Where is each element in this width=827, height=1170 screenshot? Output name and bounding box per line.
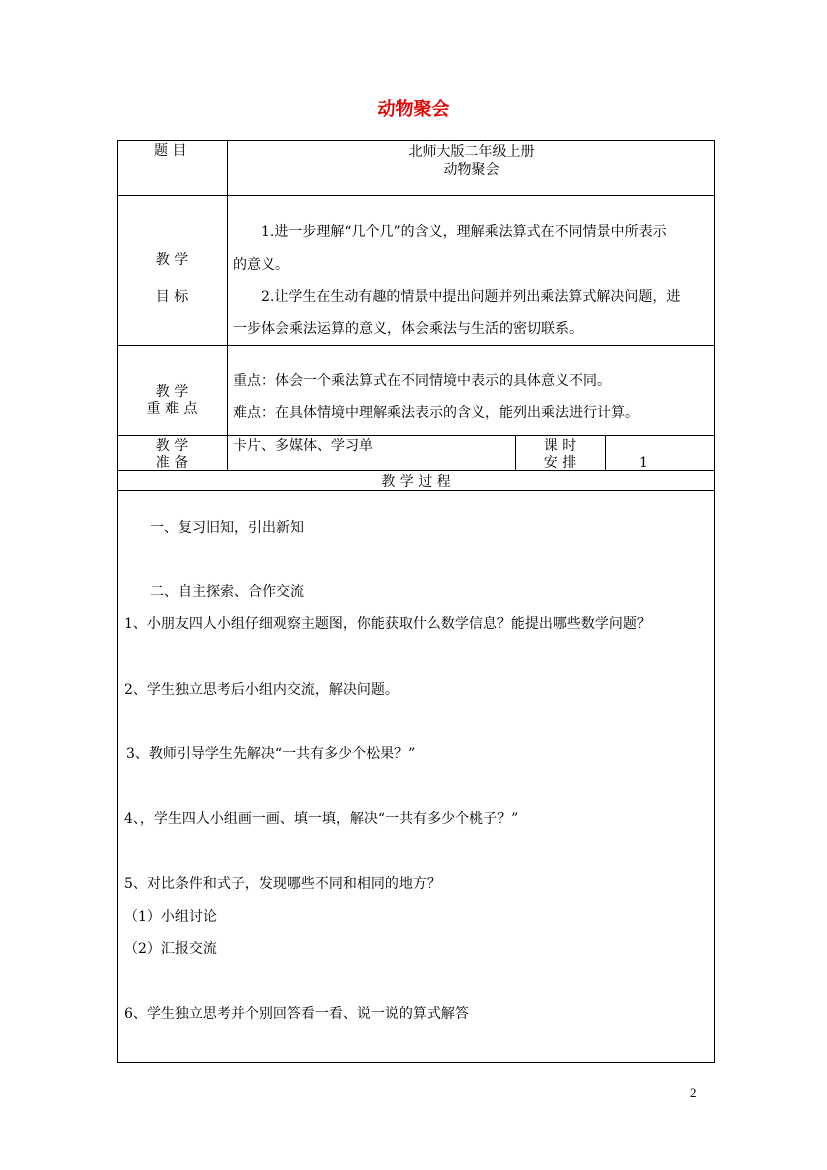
process-item: （2）汇报交流 [124, 941, 217, 957]
topic-line2: 动物聚会 [443, 162, 500, 178]
objective-1-line2: 的意义。 [233, 257, 289, 273]
objective-1-line1: 1.进一步理解“几个几”的含义，理解乘法算式在不同情景中所表示 [261, 224, 667, 240]
process-item: 2、学生独立思考后小组内交流，解决问题。 [124, 682, 399, 698]
difficulty-point: 难点：在具体情境中理解乘法表示的含义，能列出乘法进行计算。 [233, 405, 639, 421]
process-item: 二、自主探索、合作交流 [150, 584, 304, 600]
prep-content: 卡片、多媒体、学习单 [233, 438, 373, 454]
focus-point: 重点：体会一个乘法算式在不同情境中表示的具体意义不同。 [233, 373, 611, 389]
page-number: 2 [690, 1085, 697, 1100]
topic-line1: 北师大版二年级上册 [408, 144, 535, 160]
prep-label-line2: 准 备 [155, 455, 189, 471]
objective-2-line2: 一步体会乘法运算的意义，体会乘法与生活的密切联系。 [233, 321, 583, 337]
process-item: 5、对比条件和式子，发现哪些不同和相同的地方？ [124, 876, 441, 892]
hours-value: 1 [639, 455, 648, 471]
process-item: （1）小组讨论 [124, 909, 217, 925]
hours-label-line1: 课 时 [543, 438, 577, 454]
objective-2-line1: 2.让学生在生动有趣的情景中提出问题并列出乘法算式解决问题，进 [261, 289, 681, 305]
process-item: 1、小朋友四人小组仔细观察主题图，你能获取什么数学信息？能提出哪些数学问题？ [124, 616, 651, 632]
row-divider [117, 195, 715, 196]
process-item: 一、复习旧知，引出新知 [150, 520, 304, 536]
column-divider [605, 435, 606, 470]
process-item: 3、教师引导学生先解决“一共有多少个松果？” [126, 746, 416, 762]
objectives-label-line1: 教 学 [155, 252, 189, 268]
process-item: 4、，学生四人小组画一画、填一填，解决“一共有多少个桃子？” [124, 811, 519, 827]
topic-label: 题 目 [154, 143, 187, 159]
prep-label-line1: 教 学 [155, 438, 189, 454]
hours-label-line2: 安 排 [543, 455, 577, 471]
column-divider [227, 140, 228, 470]
keypoints-label-line2: 重 难 点 [146, 401, 198, 417]
objectives-label-line2: 目 标 [155, 289, 189, 305]
process-header: 教 学 过 程 [381, 474, 451, 490]
process-item: 6、学生独立思考并个别回答看一看、说一说的算式解答 [124, 1006, 469, 1022]
keypoints-label-line1: 教 学 [155, 384, 189, 400]
row-divider [117, 345, 715, 346]
document-title: 动物聚会 [377, 99, 450, 120]
